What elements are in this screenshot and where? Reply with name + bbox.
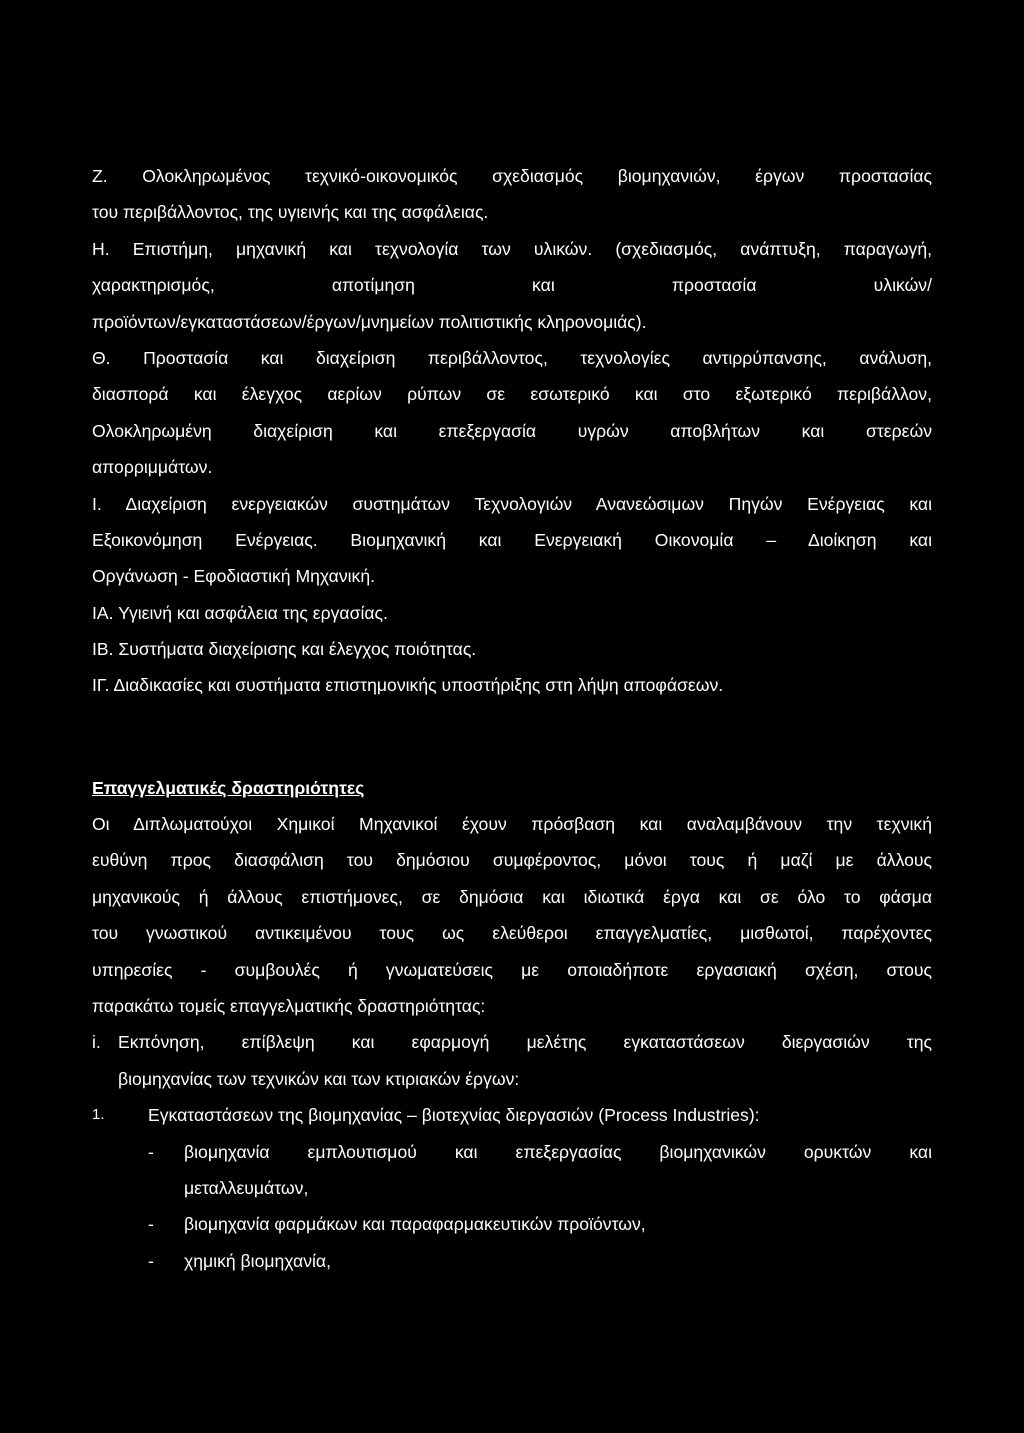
item-i-line-3: Οργάνωση - Εφοδιαστική Μηχανική. [92, 566, 376, 587]
item-th-line-3: Ολοκληρωμένη διαχείριση και επεξεργασία υγρών αποβλήτων και στερεών [92, 420, 932, 441]
professional-activities-heading: Επαγγελματικές δραστηριότητες [92, 778, 365, 798]
para-line-2: ευθύνη προς διασφάλιση του δημόσιου συμφέροντος, μόνοι τους ή μαζί με άλλους [92, 850, 932, 871]
para-line-6: παρακάτω τομείς επαγγελματικής δραστηριότητας: [92, 995, 486, 1016]
item-h-line-1: Η. Επιστήμη, μηχανική και τεχνολογία των υλικών. (σχεδιασμός, ανάπτυξη, παραγωγή, [92, 238, 932, 259]
section-heading [92, 770, 932, 806]
dash-item-1-line-1: βιομηχανία εμπλουτισμού και επεξεργασίας βιομηχανικών ορυκτών και [184, 1141, 932, 1162]
item-z-line-1: Ζ. Ολοκληρωμένος τεχνικό-οικονομικός σχεδιασμός βιομηχανιών, έργων προστασίας [92, 166, 932, 186]
dash-item-1-line-2: μεταλλευμάτων, [184, 1177, 309, 1198]
item-ib: ΙΒ. Συστήματα διαχείρισης και έλεγχος ποιότητας. [92, 639, 477, 660]
item-ig: ΙΓ. Διαδικασίες και συστήματα επιστημονικής υποστήριξης στη λήψη αποφάσεων. [92, 675, 724, 696]
number-marker: 1. [92, 1106, 105, 1124]
para-line-1: Οι Διπλωματούχοι Χημικοί Μηχανικοί έχουν πρόσβαση και αναλαμβάνουν την τεχνική [92, 814, 932, 834]
item-h-line-2: χαρακτηρισμός, αποτίμηση και προστασία υλικών/ [92, 275, 932, 296]
dash-list-item [92, 1206, 932, 1242]
item-z-line-2: του περιβάλλοντος, της υγιεινής και της ασφάλειας. [92, 202, 489, 223]
dash-item-3: χημική βιομηχανία, [184, 1250, 331, 1271]
item-i-line-2: Εξοικονόμηση Ενέργειας. Βιομηχανική και Ενεργειακή Οικονομία – Διοίκηση και [92, 529, 932, 550]
item-i-line-1: Ι. Διαχείριση ενεργειακών συστημάτων Τεχνολογιών Ανανεώσιμων Πηγών Ενέργειας και [92, 493, 932, 514]
roman-list-item [92, 1024, 932, 1060]
roman-item-line-1: Εκπόνηση, επίβλεψη και εφαρμογή μελέτης εγκαταστάσεων διεργασιών της [118, 1032, 932, 1053]
dash-item-2: βιομηχανία φαρμάκων και παραφαρμακευτικών προϊόντων, [184, 1214, 646, 1235]
dash-list-item [92, 1243, 932, 1279]
dash-marker: - [148, 1250, 154, 1271]
dash-marker: - [148, 1214, 154, 1235]
dash-list-item [92, 1134, 932, 1170]
numbered-item-text: Εγκαταστάσεων της βιομηχανίας – βιοτεχνίας διεργασιών (Process Industries): [148, 1105, 760, 1126]
item-ia: ΙΑ. Υγιεινή και ασφάλεια της εργασίας. [92, 602, 388, 623]
item-th-line-4: απορριμμάτων. [92, 457, 213, 478]
professional-activities-section [92, 806, 932, 1279]
item-th-line-1: Θ. Προστασία και διαχείριση περιβάλλοντος, τεχνολογίες αντιρρύπανσης, ανάλυση, [92, 347, 932, 368]
para-line-4: του γνωστικού αντικειμένου τους ως ελεύθεροι επαγγελματίες, μισθωτοί, παρέχοντες [92, 923, 932, 944]
item-h-line-3: προϊόντων/εγκαταστάσεων/έργων/μνημείων πολιτιστικής κληρονομιάς). [92, 311, 647, 332]
numbered-list-item [92, 1097, 932, 1133]
roman-item-line-2: βιομηχανίας των τεχνικών και των κτιριακών έργων: [118, 1068, 520, 1089]
item-th-line-2: διασπορά και έλεγχος αερίων ρύπων σε εσωτερικό και στο εξωτερικό περιβάλλον, [92, 384, 932, 405]
para-line-5: υπηρεσίες - συμβουλές ή γνωματεύσεις με οποιαδήποτε εργασιακή σχέση, στους [92, 959, 932, 980]
roman-marker: i. [92, 1032, 101, 1053]
fields-list [92, 158, 932, 704]
dash-marker: - [148, 1141, 154, 1162]
para-line-3: μηχανικούς ή άλλους επιστήμονες, σε δημόσια και ιδιωτικά έργα και σε όλο το φάσμα [92, 886, 932, 907]
